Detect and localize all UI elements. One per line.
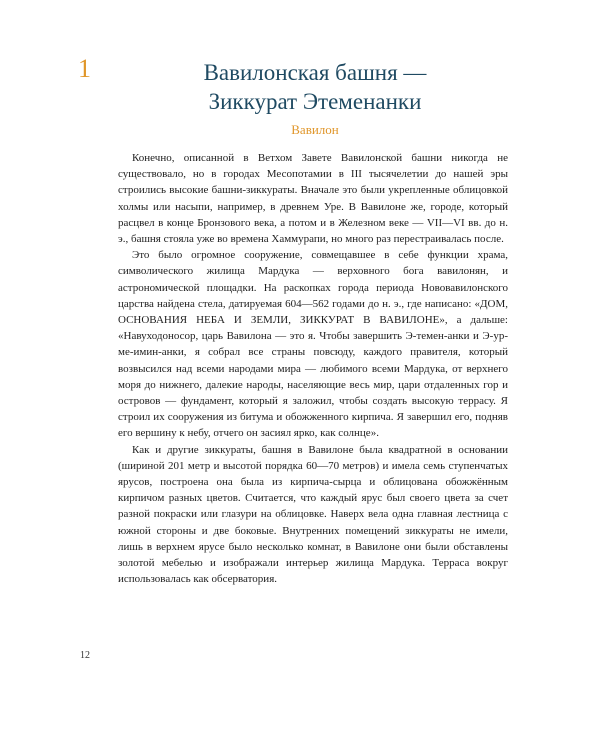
- paragraph-2: Это было огромное сооружение, совмещавшее в себе функции храма, символического жилища Мардука — верховного бога вавилонян, и астрономической площадки. На раскопках города периода Нововавилонского царства найдена стела, датируемая 604—562 годами до н. э., где написано: «ДОМ, ОСНОВАНИЯ НЕБА И ЗЕМЛИ, ЗИККУРАТ В ВАВИЛОНЕ», а дальше: «Навуходоносор, царь Вавилона — это я. Чтобы завершить Э-темен-анки и Э-ур-ме-имин-анки, я собрал все страны повсюду, каждого правителя, который возвысился над всеми народами мира — любимого всеми Мардука, от верхнего моря до нижнего, далекие народы, населяющие весь мир, цари отдаленных гор и островов — фундамент, который я заложил, чтобы создать высокую террасу. Я строил их сооружения из битума и обожженного кирпича. Я завершил его, подняв его вершину к небу, отчего он засиял ярко, как солнце».: [118, 249, 508, 440]
- body-text: [118, 150, 508, 587]
- chapter-subtitle: Вавилон: [291, 122, 339, 137]
- chapter-number: 1: [78, 54, 91, 83]
- paragraph-3: Как и другие зиккураты, башня в Вавилоне была квадратной в основании (шириной 201 метр и высотой порядка 60—70 метров) и имела семь ступенчатых ярусов, построена она была из кирпича-сырца и облицована обожжённым кирпичом разных цветов. Считается, что каждый ярус был своего цвета за счет разной покраски или глазури на облицовке. Наверх вела одна главная лестница с южной стороны и две боковые. Внутренних помещений зиккураты не имели, лишь в верхнем ярусе было несколько комнат, в Вавилоне они были обставлены золотой мебелью и изображали интерьер жилища Мардука. Терраса вокруг использовалась как обсерватория.: [118, 443, 508, 586]
- chapter-heading: [150, 58, 480, 138]
- chapter-title-line-1: Вавилонская башня —: [203, 60, 427, 85]
- chapter-title-line-2: Зиккурат Этеменанки: [208, 89, 422, 114]
- paragraph-1: Конечно, описанной в Ветхом Завете Вавилонской башни никогда не существовало, но в городах Месопотамии в III тысячелетии до нашей эры строились высокие башни-зиккураты. Вначале это были укрепленные облицовкой холмы или насыпи, например, в древнем Уре. В Вавилоне же, городе, который расцвел в конце Бронзового века, а потом и в Железном веке — VII—VI вв. до н. э., башня стояла уже во времена Хаммурапи, но много раз перестраивалась после.: [118, 152, 508, 246]
- page-number: 12: [80, 650, 90, 661]
